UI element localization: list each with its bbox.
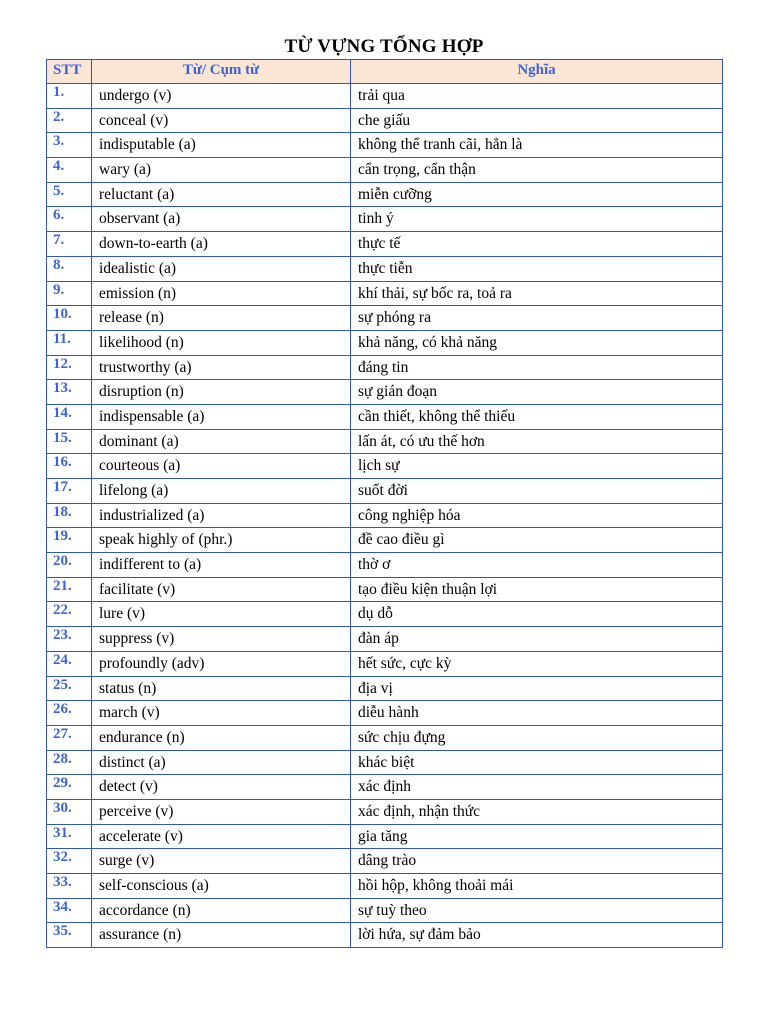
row-word: disruption (n) <box>92 380 351 405</box>
row-meaning: khác biệt <box>351 750 723 775</box>
row-meaning: miễn cưỡng <box>351 182 723 207</box>
row-number: 20. <box>47 553 92 578</box>
row-number: 19. <box>47 528 92 553</box>
row-word: conceal (v) <box>92 108 351 133</box>
row-word: facilitate (v) <box>92 577 351 602</box>
row-number: 34. <box>47 898 92 923</box>
row-word: dominant (a) <box>92 429 351 454</box>
table-row <box>47 799 723 824</box>
column-header-word: Từ/ Cụm từ <box>92 60 351 84</box>
table-header-row <box>47 60 723 84</box>
row-word: courteous (a) <box>92 454 351 479</box>
row-meaning: dâng trào <box>351 849 723 874</box>
row-number: 22. <box>47 602 92 627</box>
row-meaning: tinh ý <box>351 207 723 232</box>
row-number: 17. <box>47 479 92 504</box>
table-row <box>47 577 723 602</box>
table-row <box>47 503 723 528</box>
row-word: detect (v) <box>92 775 351 800</box>
table-row <box>47 750 723 775</box>
row-word: indifferent to (a) <box>92 553 351 578</box>
row-word: indisputable (a) <box>92 133 351 158</box>
row-number: 1. <box>47 84 92 109</box>
row-meaning: xác định <box>351 775 723 800</box>
table-row <box>47 281 723 306</box>
table-row <box>47 479 723 504</box>
table-row <box>47 404 723 429</box>
table-row <box>47 207 723 232</box>
row-number: 4. <box>47 158 92 183</box>
row-meaning: lấn át, có ưu thế hơn <box>351 429 723 454</box>
table-row <box>47 355 723 380</box>
row-number: 32. <box>47 849 92 874</box>
row-word: undergo (v) <box>92 84 351 109</box>
row-meaning: thờ ơ <box>351 553 723 578</box>
table-row <box>47 182 723 207</box>
row-number: 13. <box>47 380 92 405</box>
table-row <box>47 725 723 750</box>
row-word: accelerate (v) <box>92 824 351 849</box>
table-row <box>47 602 723 627</box>
table-row <box>47 232 723 257</box>
row-number: 26. <box>47 701 92 726</box>
row-word: surge (v) <box>92 849 351 874</box>
row-meaning: trải qua <box>351 84 723 109</box>
row-word: lure (v) <box>92 602 351 627</box>
row-word: industrialized (a) <box>92 503 351 528</box>
row-meaning: sức chịu đựng <box>351 725 723 750</box>
row-number: 31. <box>47 824 92 849</box>
table-row <box>47 306 723 331</box>
table-row <box>47 330 723 355</box>
row-meaning: lời hứa, sự đảm bảo <box>351 923 723 948</box>
row-number: 6. <box>47 207 92 232</box>
table-row <box>47 84 723 109</box>
row-meaning: khí thải, sự bốc ra, toả ra <box>351 281 723 306</box>
row-number: 21. <box>47 577 92 602</box>
row-word: assurance (n) <box>92 923 351 948</box>
row-meaning: thực tiễn <box>351 256 723 281</box>
row-word: self-conscious (a) <box>92 874 351 899</box>
vocabulary-table <box>46 59 723 948</box>
table-row <box>47 133 723 158</box>
row-word: profoundly (adv) <box>92 651 351 676</box>
row-meaning: cần thiết, không thể thiếu <box>351 404 723 429</box>
row-meaning: công nghiệp hóa <box>351 503 723 528</box>
row-meaning: địa vị <box>351 676 723 701</box>
row-meaning: không thể tranh cãi, hẳn là <box>351 133 723 158</box>
row-number: 5. <box>47 182 92 207</box>
table-row <box>47 553 723 578</box>
table-row <box>47 898 723 923</box>
row-number: 35. <box>47 923 92 948</box>
table-row <box>47 158 723 183</box>
table-row <box>47 824 723 849</box>
row-meaning: suốt đời <box>351 479 723 504</box>
row-meaning: gia tăng <box>351 824 723 849</box>
row-meaning: đàn áp <box>351 627 723 652</box>
row-word: reluctant (a) <box>92 182 351 207</box>
row-word: perceive (v) <box>92 799 351 824</box>
row-number: 7. <box>47 232 92 257</box>
row-number: 18. <box>47 503 92 528</box>
row-meaning: che giấu <box>351 108 723 133</box>
row-meaning: sự phóng ra <box>351 306 723 331</box>
row-meaning: hồi hộp, không thoải mái <box>351 874 723 899</box>
page-title: TỪ VỰNG TỔNG HỢP <box>284 36 484 57</box>
column-header-stt: STT <box>47 60 92 84</box>
row-number: 12. <box>47 355 92 380</box>
row-word: distinct (a) <box>92 750 351 775</box>
row-number: 33. <box>47 874 92 899</box>
table-row <box>47 380 723 405</box>
table-row <box>47 627 723 652</box>
table-row <box>47 108 723 133</box>
row-number: 30. <box>47 799 92 824</box>
row-word: trustworthy (a) <box>92 355 351 380</box>
row-meaning: tạo điều kiện thuận lợi <box>351 577 723 602</box>
row-word: likelihood (n) <box>92 330 351 355</box>
row-number: 3. <box>47 133 92 158</box>
row-word: observant (a) <box>92 207 351 232</box>
table-row <box>47 923 723 948</box>
table-row <box>47 454 723 479</box>
row-meaning: đáng tin <box>351 355 723 380</box>
row-meaning: thực tế <box>351 232 723 257</box>
row-number: 9. <box>47 281 92 306</box>
row-number: 29. <box>47 775 92 800</box>
row-number: 11. <box>47 330 92 355</box>
row-meaning: cẩn trọng, cẩn thận <box>351 158 723 183</box>
row-meaning: sự gián đoạn <box>351 380 723 405</box>
row-meaning: lịch sự <box>351 454 723 479</box>
row-number: 24. <box>47 651 92 676</box>
row-number: 27. <box>47 725 92 750</box>
table-row <box>47 775 723 800</box>
row-word: indispensable (a) <box>92 404 351 429</box>
row-word: wary (a) <box>92 158 351 183</box>
row-number: 23. <box>47 627 92 652</box>
row-word: idealistic (a) <box>92 256 351 281</box>
row-word: suppress (v) <box>92 627 351 652</box>
table-row <box>47 701 723 726</box>
table-row <box>47 429 723 454</box>
column-header-meaning: Nghĩa <box>351 60 723 84</box>
table-row <box>47 849 723 874</box>
row-word: down-to-earth (a) <box>92 232 351 257</box>
row-word: endurance (n) <box>92 725 351 750</box>
row-number: 10. <box>47 306 92 331</box>
row-meaning: đề cao điều gì <box>351 528 723 553</box>
row-word: march (v) <box>92 701 351 726</box>
row-number: 25. <box>47 676 92 701</box>
row-meaning: khả năng, có khả năng <box>351 330 723 355</box>
table-row <box>47 651 723 676</box>
row-number: 28. <box>47 750 92 775</box>
row-word: speak highly of (phr.) <box>92 528 351 553</box>
row-number: 16. <box>47 454 92 479</box>
row-word: release (n) <box>92 306 351 331</box>
row-word: accordance (n) <box>92 898 351 923</box>
row-word: emission (n) <box>92 281 351 306</box>
row-meaning: dụ dỗ <box>351 602 723 627</box>
row-meaning: diễu hành <box>351 701 723 726</box>
row-meaning: xác định, nhận thức <box>351 799 723 824</box>
row-number: 14. <box>47 404 92 429</box>
table-row <box>47 676 723 701</box>
row-word: lifelong (a) <box>92 479 351 504</box>
row-number: 2. <box>47 108 92 133</box>
row-meaning: sự tuỳ theo <box>351 898 723 923</box>
table-row <box>47 528 723 553</box>
table-row <box>47 874 723 899</box>
row-number: 8. <box>47 256 92 281</box>
row-word: status (n) <box>92 676 351 701</box>
table-body <box>47 84 723 948</box>
row-number: 15. <box>47 429 92 454</box>
row-meaning: hết sức, cực kỳ <box>351 651 723 676</box>
table-row <box>47 256 723 281</box>
